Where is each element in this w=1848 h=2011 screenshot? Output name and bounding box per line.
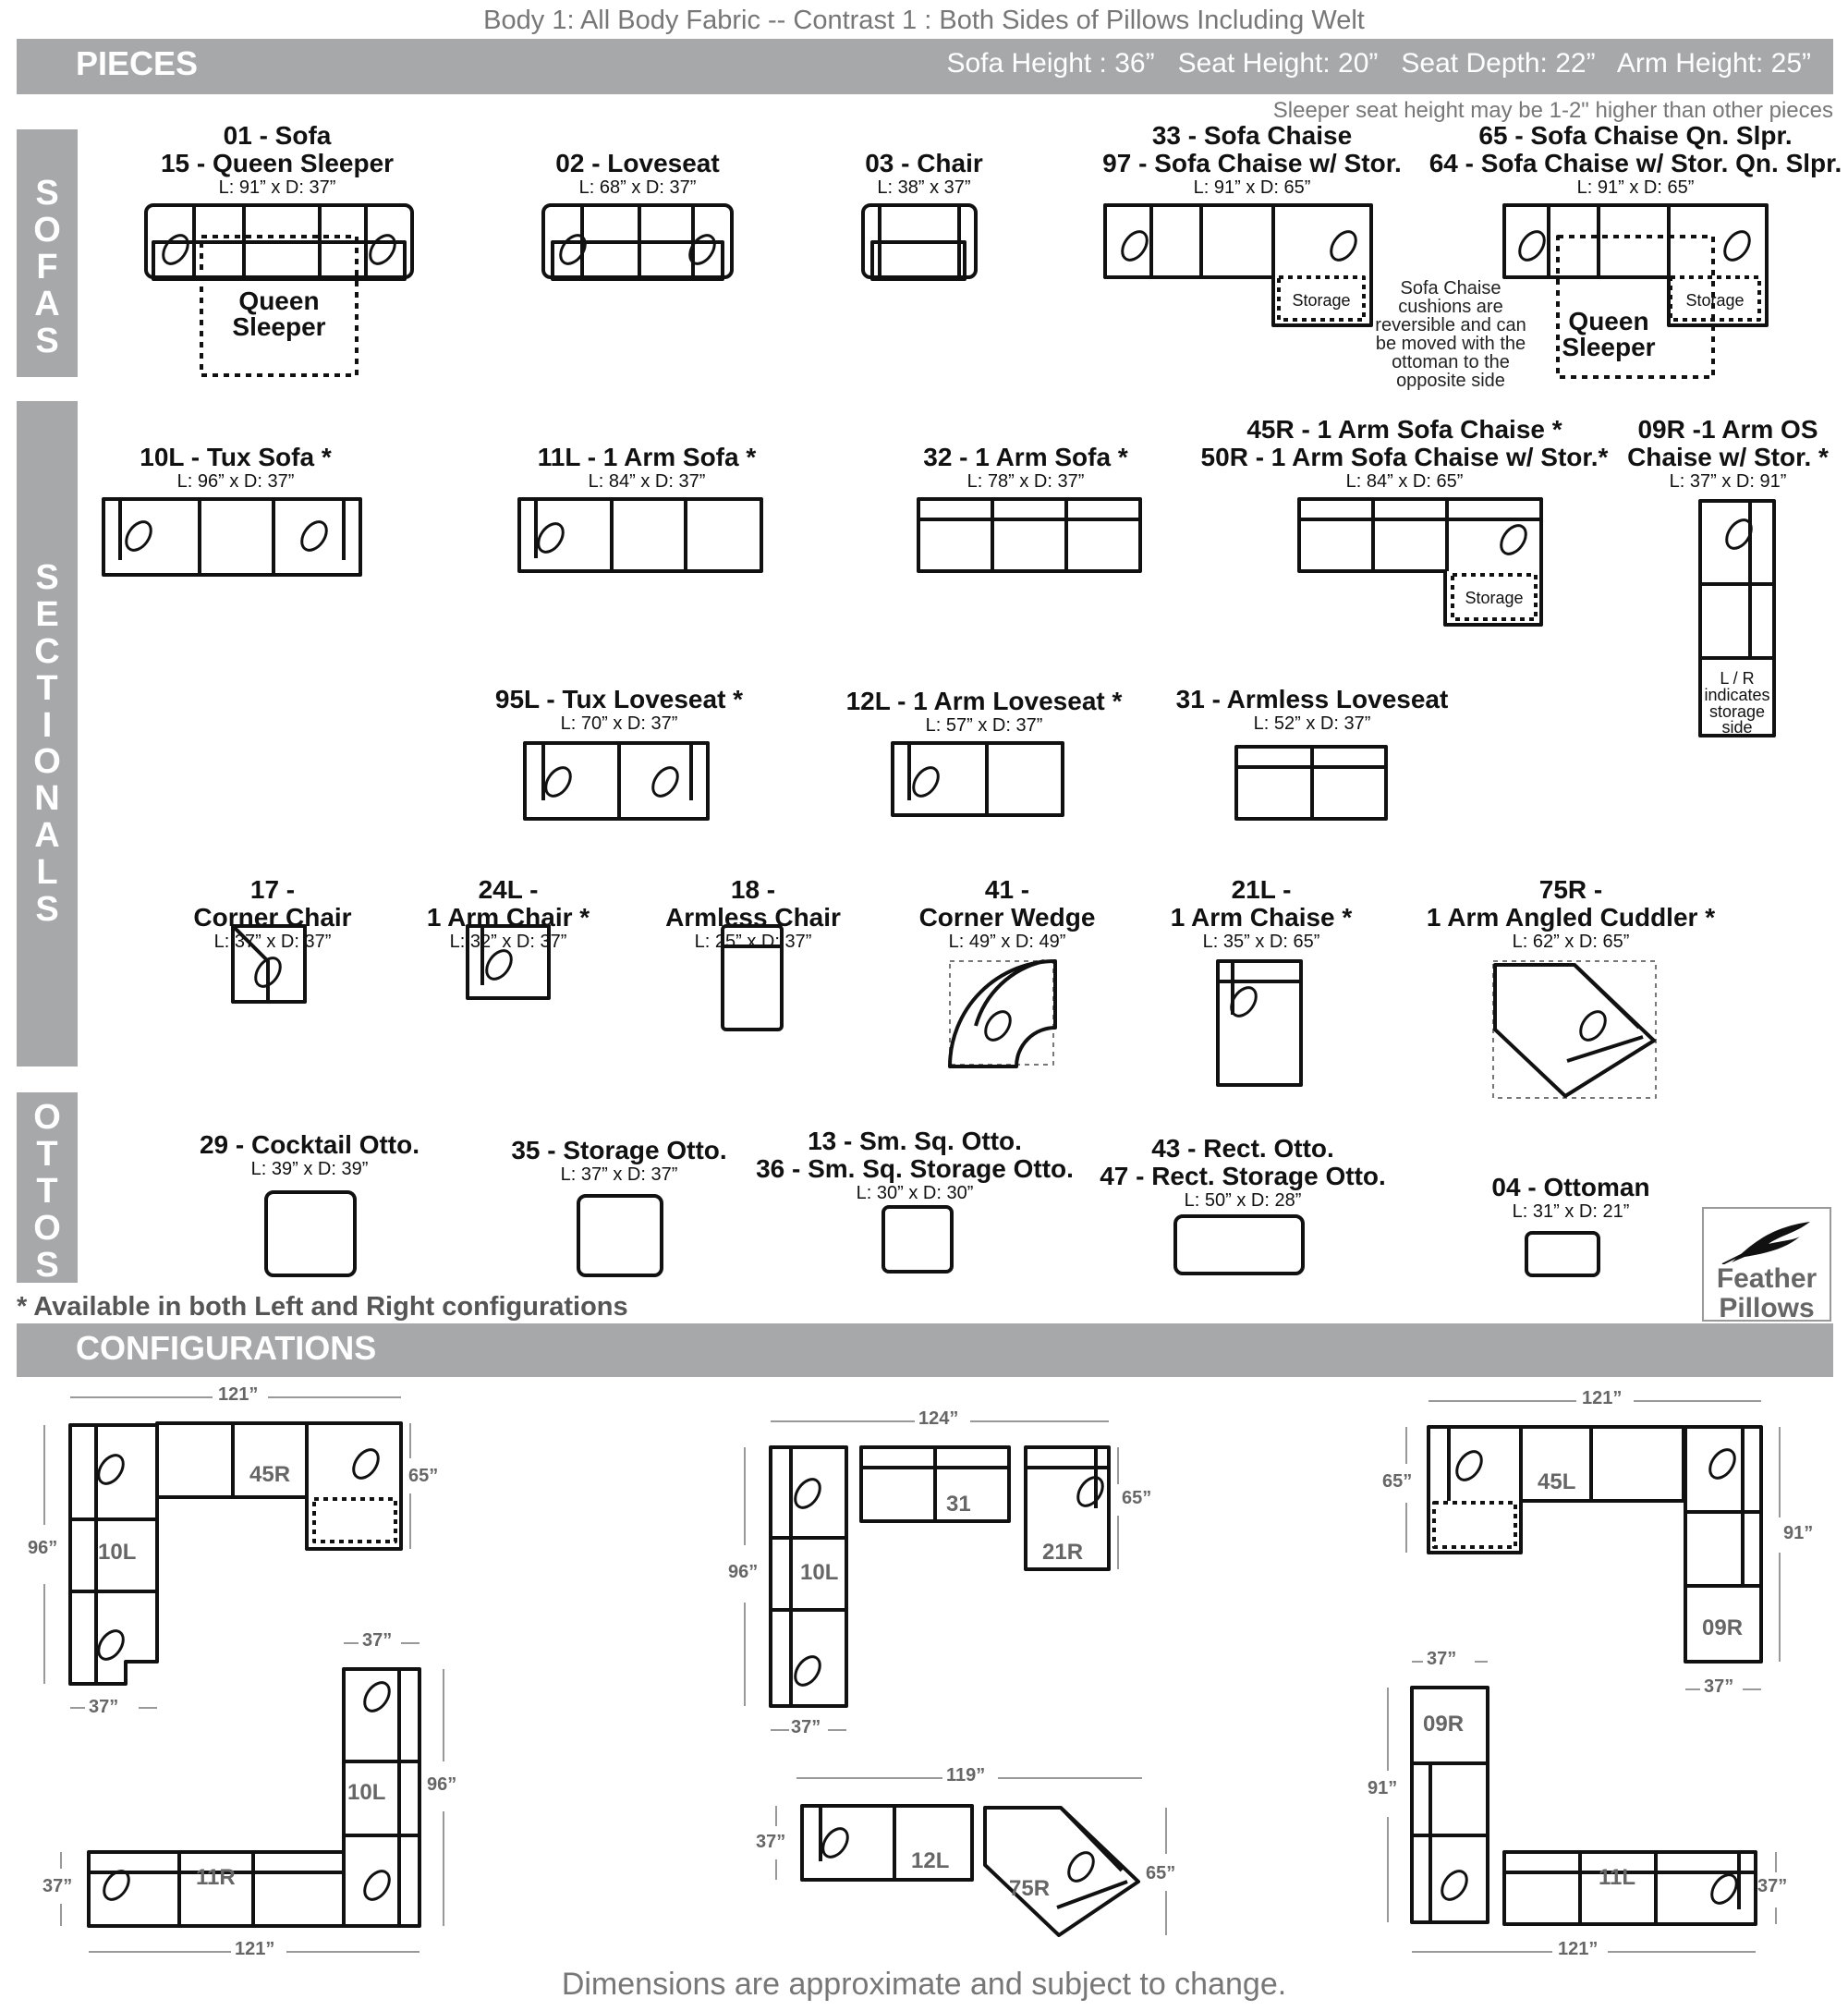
c3-label-10l: 10L <box>800 1560 839 1585</box>
storage-otto-35-drawing <box>578 1196 662 1275</box>
c5-top-dim: 121” <box>1582 1388 1623 1408</box>
c4-left-dim: 37” <box>756 1832 786 1852</box>
c5-right-dim: 91” <box>1783 1523 1814 1543</box>
piece-17-corner-chair: 17 - Corner Chair L: 37” x D: 37” <box>193 875 352 952</box>
c3-label-31: 31 <box>946 1492 971 1517</box>
svg-text:indicates: indicates <box>1704 686 1770 704</box>
feather-line2: Pillows <box>1719 1293 1815 1323</box>
piece-45r-sofa-chaise: 45R - 1 Arm Sofa Chaise * 50R - 1 Arm Sofa Chaise w/ Stor.* L: 84” x D: 65” <box>1200 415 1609 492</box>
cocktail-otto-29-drawing <box>266 1192 355 1275</box>
c3-top-dim: 124” <box>918 1408 959 1429</box>
c2-right-dim: 96” <box>427 1774 457 1795</box>
side-label-sofas: SOFAS <box>17 129 78 377</box>
c3-bottom-dim: 37” <box>791 1717 821 1737</box>
c6-label-11l: 11L <box>1599 1865 1636 1890</box>
piece-01-sofa: 01 - Sofa 15 - Queen Sleeper L: 91” x D: 37” <box>160 121 395 198</box>
c3-label-21r: 21R <box>1042 1540 1084 1565</box>
pieces-title: PIECES <box>76 44 199 82</box>
piece-41-corner-wedge: 41 - Corner Wedge L: 49” x D: 49” <box>918 875 1096 952</box>
c4-label-12l: 12L <box>911 1848 950 1873</box>
c1-bottom-dim: 37” <box>89 1697 119 1717</box>
queen-sleeper-tag-01: Queen Sleeper <box>232 286 326 341</box>
piece-29-cocktail-otto: 29 - Cocktail Otto. L: 39” x D: 39” <box>199 1130 420 1179</box>
arm-height: Arm Height: 25” <box>1616 48 1811 79</box>
c2-label-10l: 10L <box>347 1780 386 1805</box>
queen-sleeper-tag-65: Queen Sleeper <box>1562 307 1656 361</box>
piece-12l-1-arm-loveseat: 12L - 1 Arm Loveseat * L: 57” x D: 37” <box>845 687 1123 736</box>
c5-label-09r: 09R <box>1702 1615 1744 1640</box>
piece-09r-os-chaise: 09R -1 Arm OS Chaise w/ Stor. * L: 37” x D: 91” <box>1627 415 1829 492</box>
armless-loveseat-31-drawing <box>1236 747 1386 819</box>
c3-left-dim: 96” <box>728 1562 759 1582</box>
sofa-height: Sofa Height : 36” <box>946 48 1155 79</box>
c1-top-dim: 121” <box>218 1384 259 1405</box>
piece-18-armless-chair: 18 - Armless Chair L: 25” x D: 37” <box>665 875 841 952</box>
footer-note: Dimensions are approximate and subject to change. <box>561 1967 1287 2002</box>
chaise-note: Sofa Chaise cushions are reversible and can be moved with the ottoman to the opposite side <box>1375 278 1526 391</box>
c4-right-dim: 65” <box>1146 1863 1176 1883</box>
c6-left-dim: 91” <box>1368 1778 1398 1798</box>
c2-left-dim: 37” <box>43 1876 73 1896</box>
piece-04-ottoman: 04 - Ottoman L: 31” x D: 21” <box>1491 1173 1650 1222</box>
c2-bottom-dim: 121” <box>235 1939 275 1959</box>
rect-otto-43-drawing <box>1175 1216 1303 1274</box>
sleeper-note: Sleeper seat height may be 1-2" higher than other pieces <box>1272 98 1833 123</box>
piece-32-1-arm-sofa: 32 - 1 Arm Sofa * L: 78” x D: 37” <box>923 443 1128 492</box>
sm-sq-otto-13-drawing <box>883 1207 952 1272</box>
1-arm-sofa-11l-drawing <box>519 499 761 571</box>
svg-text:Storage: Storage <box>1292 291 1351 310</box>
c6-top-dim: 37” <box>1427 1649 1457 1669</box>
piece-31-armless-loveseat: 31 - Armless Loveseat L: 52” x D: 37” <box>1175 685 1449 734</box>
header-note: Body 1: All Body Fabric -- Contrast 1 : Both Sides of Pillows Including Welt <box>483 6 1365 35</box>
piece-75r-angled-cuddler: 75R - 1 Arm Angled Cuddler * L: 62” x D: 65” <box>1426 875 1716 952</box>
1-arm-loveseat-12l-drawing <box>893 743 1063 815</box>
svg-text:Storage: Storage <box>1685 291 1745 310</box>
c1-label-45r: 45R <box>249 1462 291 1487</box>
piece-24l-1-arm-chair: 24L - 1 Arm Chair * L: 32” x D: 37” <box>426 875 590 952</box>
corner-chair-17-drawing <box>233 926 305 1002</box>
c6-right-dim: 37” <box>1757 1876 1788 1896</box>
piece-33-sofa-chaise: 33 - Sofa Chaise 97 - Sofa Chaise w/ Stor. L: 91” x D: 65” <box>1102 121 1402 198</box>
corner-wedge-41-drawing <box>950 961 1055 1066</box>
side-label-sectionals: SECTIONALS <box>17 401 78 1066</box>
configurations-title: CONFIGURATIONS <box>76 1329 377 1367</box>
c5-bottom-dim: 37” <box>1704 1676 1734 1697</box>
angled-cuddler-75r-drawing <box>1493 961 1656 1098</box>
seat-depth: Seat Depth: 22” <box>1401 48 1596 79</box>
piece-43-rect-otto: 43 - Rect. Otto. 47 - Rect. Storage Otto. L: 50” x D: 28” <box>1100 1134 1386 1211</box>
piece-65-sofa-chaise-sleeper: 65 - Sofa Chaise Qn. Slpr. 64 - Sofa Chaise w/ Stor. Qn. Slpr. L: 91” x D: 65” <box>1429 121 1842 198</box>
c6-bottom-dim: 121” <box>1558 1939 1599 1959</box>
side-label-ottos: OTTOS <box>17 1092 78 1283</box>
piece-10l-tux-sofa: 10L - Tux Sofa * L: 96” x D: 37” <box>140 443 332 492</box>
c5-label-45l: 45L <box>1538 1469 1576 1494</box>
piece-11l-1-arm-sofa: 11L - 1 Arm Sofa * L: 84” x D: 37” <box>537 443 757 492</box>
tux-loveseat-95l-drawing <box>525 743 708 819</box>
piece-35-storage-otto: 35 - Storage Otto. L: 37” x D: 37” <box>511 1136 727 1185</box>
c4-top-dim: 119” <box>946 1765 986 1786</box>
os-chaise-09r-drawing <box>1700 501 1774 737</box>
c3-right-dim: 65” <box>1122 1488 1152 1508</box>
chair-03-drawing <box>863 205 976 279</box>
c2-label-11r: 11R <box>196 1865 236 1890</box>
c1-left-dim: 96” <box>28 1538 58 1558</box>
piece-13-sm-sq-otto: 13 - Sm. Sq. Otto. 36 - Sm. Sq. Storage Otto. L: 30” x D: 30” <box>756 1127 1074 1203</box>
sofa-chaise-33-drawing <box>1105 205 1371 325</box>
availability-note: * Available in both Left and Right configurations <box>17 1292 628 1322</box>
ottoman-04-drawing <box>1526 1233 1599 1275</box>
svg-text:Storage: Storage <box>1465 589 1524 607</box>
c1-right-dim: 65” <box>408 1466 439 1486</box>
c5-left-dim: 65” <box>1382 1471 1413 1492</box>
svg-text:side: side <box>1721 718 1753 737</box>
c2-top-dim: 37” <box>362 1630 393 1651</box>
c4-label-75r: 75R <box>1009 1876 1051 1901</box>
svg-text:storage: storage <box>1708 702 1766 721</box>
loveseat-02-drawing <box>543 205 732 279</box>
piece-03-chair: 03 - Chair L: 38” x 37” <box>865 149 983 198</box>
tux-sofa-10l-drawing <box>103 499 360 575</box>
c1-label-10l: 10L <box>98 1540 137 1565</box>
c6-label-09r: 09R <box>1423 1712 1465 1737</box>
seat-height: Seat Height: 20” <box>1177 48 1379 79</box>
1-arm-chaise-21l-drawing <box>1218 961 1301 1085</box>
piece-02-loveseat: 02 - Loveseat L: 68” x D: 37” <box>555 149 720 198</box>
svg-text:L / R: L / R <box>1720 669 1755 688</box>
piece-21l-1-arm-chaise: 21L - 1 Arm Chaise * L: 35” x D: 65” <box>1170 875 1353 952</box>
1-arm-sofa-32-drawing <box>918 499 1140 571</box>
1-arm-sofa-chaise-45r-drawing <box>1299 499 1541 625</box>
feather-line1: Feather <box>1716 1263 1818 1294</box>
armless-chair-18-drawing <box>723 926 782 1030</box>
piece-95l-tux-loveseat: 95L - Tux Loveseat * L: 70” x D: 37” <box>494 685 744 734</box>
1-arm-chair-24l-drawing <box>468 926 549 998</box>
